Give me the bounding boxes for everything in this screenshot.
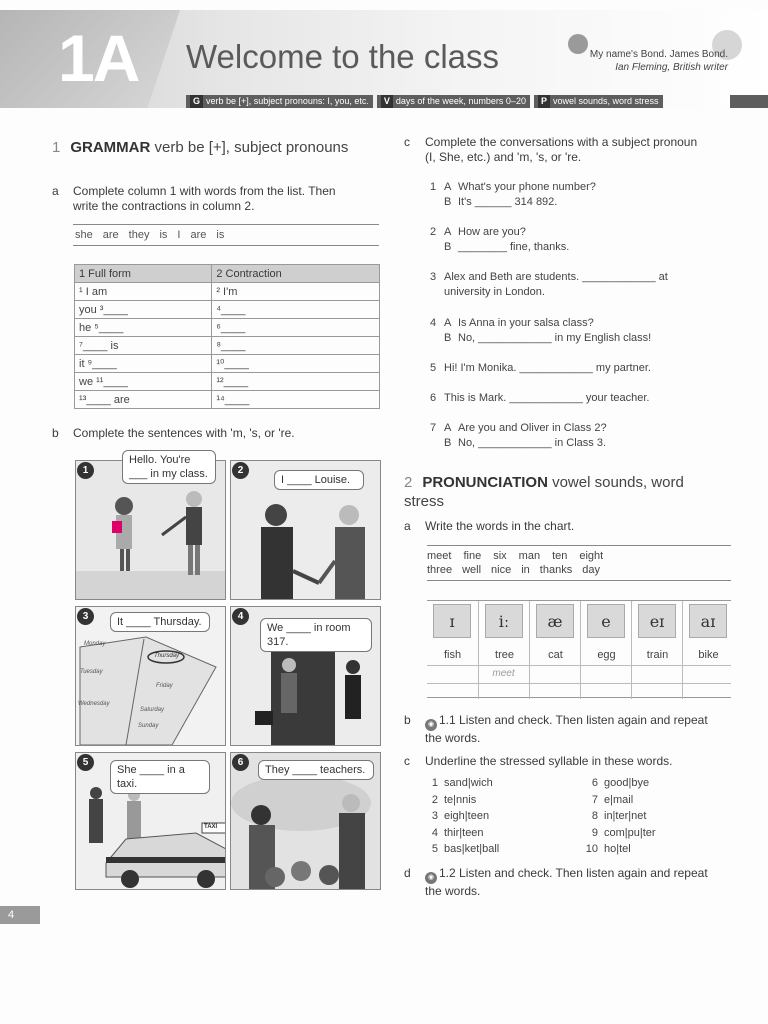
chart-column-fish	[427, 601, 478, 699]
conversation-item: 2 A How are you? B ________ fine, thanks.	[430, 226, 570, 253]
chart-label: egg	[597, 649, 616, 661]
exercise-label: b	[404, 713, 411, 727]
item-number: 2	[430, 226, 437, 238]
topic-bar-end	[730, 95, 768, 108]
word: nice	[491, 564, 512, 576]
exercise-instruction: Write the words in the chart.	[425, 519, 575, 533]
exercise-label: a	[52, 184, 59, 198]
diary-day: Saturday	[140, 707, 165, 713]
stress-item[interactable]	[580, 808, 720, 825]
word: eight	[579, 550, 604, 562]
grammar-table	[74, 264, 380, 409]
diary-day: Wednesday	[78, 701, 110, 707]
audio-track: 1.1	[439, 713, 456, 727]
word-list	[73, 224, 379, 246]
audio-cd-icon[interactable]: ◉	[425, 872, 437, 884]
table-row	[75, 337, 380, 355]
section-title-rest: verb be [+], subject pronouns	[154, 139, 349, 156]
picture-number: 4	[232, 608, 249, 625]
table-row	[75, 283, 380, 301]
chart-column-tree	[478, 601, 529, 699]
pronunciation-word-list	[427, 545, 731, 581]
chart-label: tree	[495, 649, 514, 661]
stress-word: bas|ket|ball	[444, 843, 500, 855]
contraction-cell[interactable]: ⁴____	[212, 301, 380, 319]
exercise-instruction: Complete the conversations with a subject pronoun (I, She, etc.) and 'm, 's, or 're.	[425, 135, 698, 164]
exercise-instruction: Listen and check. Then listen again and repeat the words.	[425, 713, 708, 745]
cat-icon: æ	[536, 604, 574, 638]
item-number: 8	[591, 810, 598, 822]
word: thanks	[539, 564, 573, 576]
chart-column-bike	[682, 601, 733, 699]
topic-tag: V	[381, 95, 393, 108]
exercise-label: d	[404, 866, 411, 880]
speech-bubble: We ____ in room 317.	[260, 618, 372, 652]
table-row	[75, 391, 380, 409]
topic-bar	[186, 95, 663, 108]
word: is	[216, 229, 225, 241]
exercise-instruction: Complete the sentences with 'm, 's, or 're.	[73, 426, 295, 440]
conversation-item: 1 A What's your phone number? B It's ______ 314 892.	[430, 181, 596, 208]
stress-item[interactable]	[420, 792, 560, 809]
exercise-1a	[52, 184, 352, 214]
diary-day: Monday	[84, 641, 106, 647]
stress-word: ho|tel	[604, 843, 631, 855]
bike-icon: aɪ	[689, 604, 727, 638]
taxi-sign: TAXI	[204, 824, 218, 830]
picture-number: 6	[232, 754, 249, 771]
diary-day: Tuesday	[80, 669, 103, 675]
exercise-label: c	[404, 754, 410, 768]
quote	[590, 48, 728, 74]
example-answer: meet	[492, 668, 515, 679]
picture-number: 3	[77, 608, 94, 625]
line-a[interactable]: Hi! I'm Monika. ____________ my partner.	[444, 362, 651, 374]
speech-bubble: She ____ in a taxi.	[110, 760, 210, 794]
full-form-cell[interactable]: he ⁵____	[75, 319, 212, 337]
section-heading-grammar	[52, 138, 352, 157]
conversation-item	[430, 391, 730, 406]
exercise-instruction: Complete column 1 with words from the list. Then write the contractions in column 2.	[73, 184, 336, 213]
word: she	[75, 229, 93, 241]
exercise-label: a	[404, 519, 411, 533]
stress-list-right	[580, 775, 720, 858]
picture-number: 2	[232, 462, 249, 479]
item-number: 4	[431, 826, 438, 839]
audio-track: 1.2	[439, 866, 456, 880]
topic-text: days of the week, numbers 0–20	[395, 96, 526, 106]
tree-icon: iː	[485, 604, 523, 638]
table-row	[75, 373, 380, 391]
table-row	[75, 301, 380, 319]
diary-day: Sunday	[138, 723, 159, 729]
conversation-item: 7 A Are you and Oliver in Class 2? B No, ____________ in Class 3.	[430, 422, 607, 449]
section-title-bold: PRONUNCIATION	[422, 474, 548, 491]
exercise-1b	[52, 426, 372, 441]
decorative-dot	[568, 34, 588, 54]
table-row	[75, 355, 380, 373]
item-number: 3	[430, 271, 437, 283]
word: three	[427, 564, 453, 576]
column-header: 2 Contraction	[212, 265, 380, 283]
word: six	[493, 550, 507, 562]
exercise-2c	[404, 754, 724, 769]
line-a: What's your phone number?	[458, 181, 596, 193]
full-form-cell[interactable]: ¹³____ are	[75, 391, 212, 409]
unit-title: Welcome to the class	[186, 38, 500, 75]
word: meet	[427, 550, 452, 562]
topic-tag: G	[190, 95, 203, 108]
contraction-cell[interactable]: ¹⁰____	[212, 355, 380, 373]
full-form-cell[interactable]: it ⁹____	[75, 355, 212, 373]
diary-day: Friday	[156, 683, 173, 689]
stress-word: e|mail	[604, 793, 634, 806]
picture-number: 5	[77, 754, 94, 771]
item-number: 2	[431, 793, 438, 806]
line-b[interactable]: No, ____________ in my English class!	[458, 332, 652, 344]
audio-cd-icon[interactable]: ◉	[425, 719, 437, 731]
quote-author: Ian Fleming, British writer	[615, 62, 728, 73]
chart-label: train	[646, 649, 669, 661]
line-a: Are you and Oliver in Class 2?	[458, 422, 607, 434]
exercise-label: c	[404, 135, 410, 149]
chart-column-train	[631, 601, 682, 699]
stress-word: in|ter|net	[604, 810, 647, 822]
quote-text: My name's Bond. James Bond.	[589, 49, 728, 60]
divider	[427, 665, 731, 666]
line-a: How are you?	[458, 226, 526, 238]
line-b[interactable]: No, ____________ in Class 3.	[458, 437, 606, 449]
word: fine	[463, 550, 482, 562]
column-header: 1 Full form	[75, 265, 212, 283]
exercise-label: b	[52, 426, 59, 440]
full-form-cell[interactable]: we ¹¹____	[75, 373, 212, 391]
speech-bubble: It ____ Thursday.	[110, 612, 210, 632]
contraction-cell[interactable]: ⁸____	[212, 337, 380, 355]
table-row	[75, 319, 380, 337]
full-form-cell[interactable]: ⁷____ is	[75, 337, 212, 355]
vowel-sound-chart	[427, 600, 731, 698]
item-number: 9	[591, 826, 598, 839]
chart-label: cat	[548, 649, 563, 661]
diary-day: Thursday	[154, 653, 180, 659]
word: I	[177, 229, 181, 241]
stress-word: good|bye	[604, 777, 650, 789]
table-header-row	[75, 265, 380, 283]
line-a[interactable]: This is Mark. ____________ your teacher.	[444, 392, 650, 404]
word: well	[462, 564, 482, 576]
stress-item[interactable]	[420, 841, 560, 858]
item-number: 4	[430, 317, 437, 329]
word: day	[582, 564, 600, 576]
full-form-cell[interactable]: you ³____	[75, 301, 212, 319]
line-b[interactable]: It's ______ 314 892.	[458, 196, 558, 208]
divider	[427, 683, 731, 684]
conversation-item	[430, 361, 730, 376]
exercise-1c	[404, 135, 704, 165]
unit-number: 1A	[58, 21, 139, 95]
section-number: 1	[52, 139, 61, 156]
fish-icon: ɪ	[433, 604, 471, 638]
conversation-item	[430, 270, 730, 300]
chart-label: fish	[443, 649, 462, 661]
item-number: 1	[431, 777, 438, 789]
chart-column-egg	[580, 601, 631, 699]
topic-tag: P	[538, 95, 550, 108]
stress-word: sand|wich	[444, 777, 493, 789]
stress-word: eigh|teen	[444, 810, 490, 822]
topic-vocabulary	[377, 95, 530, 108]
conversation-item: 4 A Is Anna in your salsa class? B No, ____________ in my English class!	[430, 317, 652, 344]
line-a: Is Anna in your salsa class?	[458, 317, 594, 329]
chart-column-cat	[529, 601, 580, 699]
exercise-instruction: Underline the stressed syllable in these words.	[425, 754, 673, 768]
item-number: 7	[430, 422, 437, 434]
topic-grammar	[186, 95, 373, 108]
item-number: 1	[430, 181, 437, 193]
stress-item[interactable]	[580, 841, 720, 858]
stress-word: com|pu|ter	[604, 826, 656, 839]
contraction-cell[interactable]: ⁶____	[212, 319, 380, 337]
exercise-2d	[404, 866, 724, 899]
stress-item[interactable]	[420, 825, 560, 842]
line-a[interactable]: Alex and Beth are students. ____________ at university in London.	[444, 271, 668, 298]
contraction-cell[interactable]: ¹⁴____	[212, 391, 380, 409]
speech-bubble: I ____ Louise.	[274, 470, 364, 490]
exercise-2b	[404, 713, 724, 746]
word: in	[521, 564, 530, 576]
item-number: 5	[430, 362, 437, 374]
full-form-cell[interactable]: ¹ I am	[75, 283, 212, 301]
word: are	[102, 229, 119, 241]
stress-item[interactable]	[420, 775, 560, 792]
exercise-instruction: Listen and check. Then listen again and repeat the words.	[425, 866, 708, 898]
stress-item[interactable]	[420, 808, 560, 825]
topic-text: verb be [+], subject pronouns: I, you, etc.	[206, 96, 369, 106]
contraction-cell[interactable]: ¹²____	[212, 373, 380, 391]
stress-word: te|nnis	[444, 793, 477, 806]
item-number: 5	[431, 843, 438, 855]
section-number: 2	[404, 474, 413, 491]
stress-list-left	[420, 775, 560, 858]
item-number: 3	[431, 810, 438, 822]
section-title-bold: GRAMMAR	[70, 139, 151, 156]
item-number: 6	[430, 392, 437, 404]
stress-item[interactable]	[580, 775, 720, 792]
speech-bubble: Hello. You're ___ in my class.	[122, 450, 216, 484]
item-number: 10	[585, 843, 598, 855]
train-icon: eɪ	[638, 604, 676, 638]
picture-number: 1	[77, 462, 94, 479]
stress-word: thir|teen	[444, 826, 484, 839]
section-title-rest: vowel sounds, word stress	[404, 474, 684, 510]
egg-icon: e	[587, 604, 625, 638]
speech-bubble: They ____ teachers.	[258, 760, 374, 780]
topic-pronunciation	[534, 95, 663, 108]
word: man	[518, 550, 541, 562]
word: ten	[552, 550, 568, 562]
stress-item[interactable]	[580, 792, 720, 809]
chart-label: bike	[698, 649, 719, 661]
item-number: 6	[591, 777, 598, 789]
item-number: 7	[591, 793, 598, 806]
stress-item[interactable]	[580, 825, 720, 842]
word: they	[128, 229, 150, 241]
page-number: 4	[0, 906, 40, 924]
word: are	[190, 229, 207, 241]
line-b[interactable]: ________ fine, thanks.	[458, 241, 570, 253]
exercise-2a	[404, 519, 724, 534]
contraction-cell[interactable]: ² I'm	[212, 283, 380, 301]
word: is	[159, 229, 168, 241]
section-heading-pronunciation	[404, 473, 724, 511]
topic-text: vowel sounds, word stress	[552, 96, 659, 106]
